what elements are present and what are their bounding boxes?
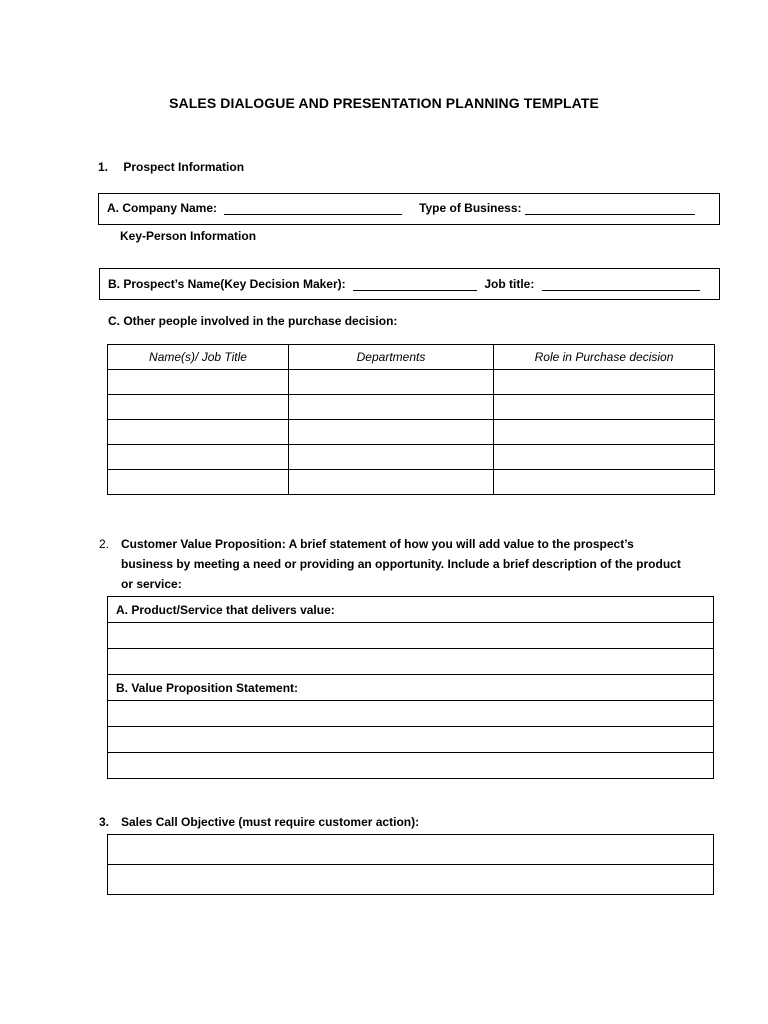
section-1-heading: [98, 160, 244, 174]
table-cell[interactable]: [494, 420, 715, 445]
table-row: [108, 865, 714, 895]
table-row: [108, 395, 715, 420]
table-row: [108, 420, 715, 445]
value-statement-label: B. Value Proposition Statement:: [108, 675, 714, 701]
table-cell[interactable]: [108, 865, 714, 895]
table-cell[interactable]: [289, 445, 494, 470]
table-cell[interactable]: [108, 727, 714, 753]
table-row: [108, 701, 714, 727]
table-cell[interactable]: [289, 420, 494, 445]
key-person-heading: Key-Person Information: [120, 229, 257, 243]
table-row: [108, 675, 714, 701]
section-1-number: 1.: [98, 160, 109, 174]
column-header: Name(s)/ Job Title: [108, 345, 289, 370]
table-cell[interactable]: [108, 623, 714, 649]
table-row: [108, 370, 715, 395]
section-3-title: Sales Call Objective (must require customer action):: [121, 815, 420, 829]
job-title-field[interactable]: [542, 278, 700, 291]
prospect-info-box: [99, 268, 720, 300]
section-2-text-line2: business by meeting a need or providing an opportunity. Include a brief description of the product: [121, 557, 681, 571]
prospect-name-field[interactable]: [353, 278, 477, 291]
table-row: [108, 649, 714, 675]
section-2-number: 2.: [99, 537, 110, 551]
page-title: SALES DIALOGUE AND PRESENTATION PLANNING TEMPLATE: [169, 95, 599, 111]
company-info-box: [98, 193, 720, 225]
value-proposition-table: [107, 596, 714, 779]
section-2-text-line3: or service:: [121, 577, 182, 591]
prospect-name-label: B. Prospect’s Name(Key Decision Maker):: [108, 277, 346, 291]
table-cell[interactable]: [108, 470, 289, 495]
company-name-field[interactable]: [224, 202, 402, 215]
table-cell[interactable]: [494, 470, 715, 495]
section-2-text-line1: A brief statement of how you will add value to the prospect’s: [285, 537, 634, 551]
business-type-label: Type of Business:: [419, 201, 522, 215]
table-cell[interactable]: [108, 753, 714, 779]
table-header-row: [108, 345, 715, 370]
business-type-field[interactable]: [525, 202, 695, 215]
section-2-intro: [99, 534, 699, 594]
section-2-title: Customer Value Proposition:: [121, 537, 286, 551]
company-name-label: A. Company Name:: [107, 201, 218, 215]
table-cell[interactable]: [108, 835, 714, 865]
other-people-heading: C. Other people involved in the purchase decision:: [108, 314, 398, 328]
table-row: [108, 727, 714, 753]
section-1-title: Prospect Information: [123, 160, 245, 174]
decision-people-table: [107, 344, 715, 495]
table-cell[interactable]: [494, 395, 715, 420]
section-3-number: 3.: [99, 815, 110, 829]
table-row: [108, 597, 714, 623]
table-cell[interactable]: [108, 701, 714, 727]
sales-objective-table: [107, 834, 714, 895]
table-cell[interactable]: [108, 420, 289, 445]
table-cell[interactable]: [108, 445, 289, 470]
table-row: [108, 470, 715, 495]
section-3-heading: [99, 815, 419, 829]
table-row: [108, 753, 714, 779]
table-cell[interactable]: [289, 370, 494, 395]
table-cell[interactable]: [494, 370, 715, 395]
job-title-label: Job title:: [484, 277, 535, 291]
product-service-label: A. Product/Service that delivers value:: [108, 597, 714, 623]
table-cell[interactable]: [289, 470, 494, 495]
table-cell[interactable]: [108, 370, 289, 395]
table-row: [108, 445, 715, 470]
table-cell[interactable]: [108, 649, 714, 675]
table-cell[interactable]: [108, 395, 289, 420]
column-header: Role in Purchase decision: [494, 345, 715, 370]
table-cell[interactable]: [494, 445, 715, 470]
table-row: [108, 835, 714, 865]
column-header: Departments: [289, 345, 494, 370]
table-row: [108, 623, 714, 649]
table-cell[interactable]: [289, 395, 494, 420]
